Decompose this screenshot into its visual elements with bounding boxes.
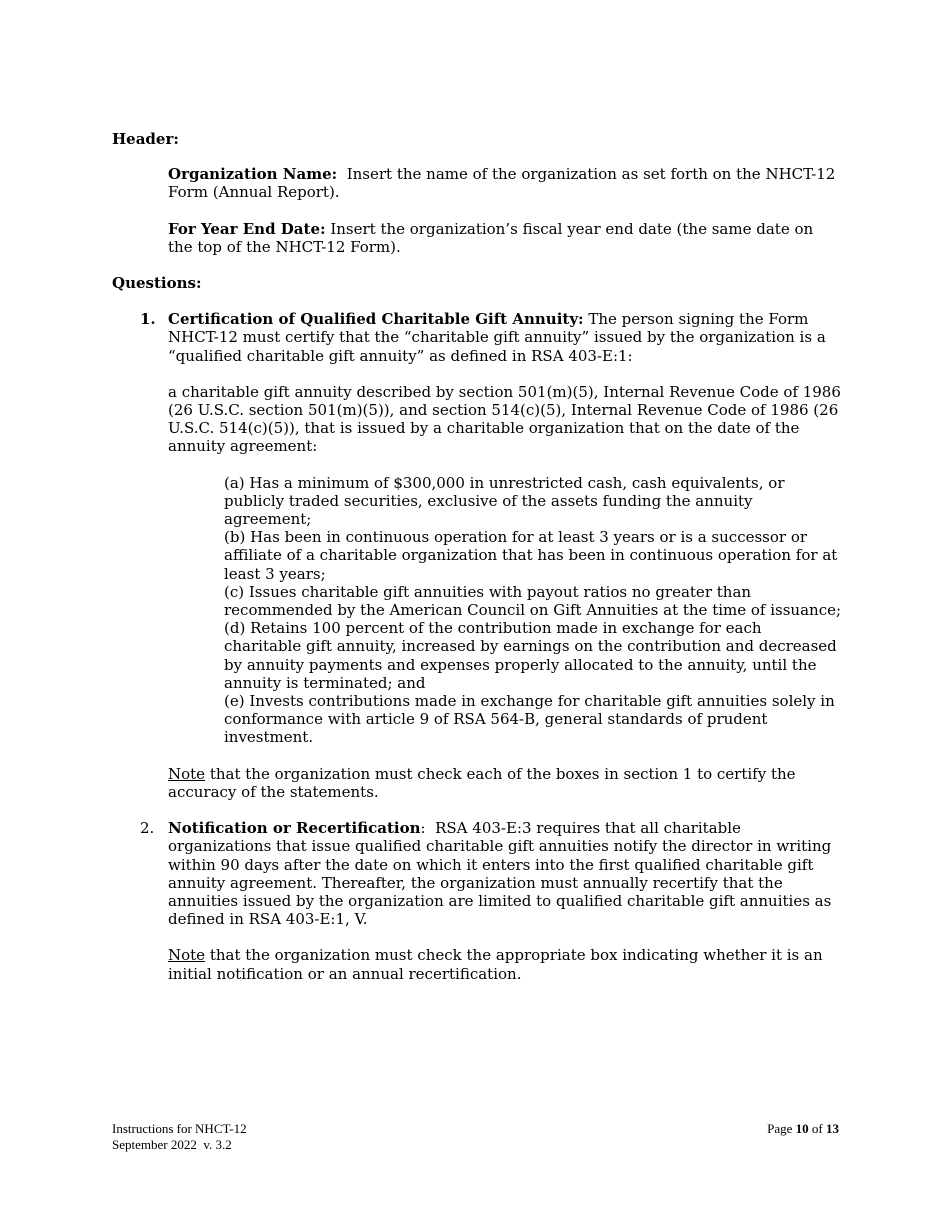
org-name-text: Insert the name of the organization as set forth on the NHCT-12 Form (Annual Report). [168, 165, 841, 202]
criterion-a: (a) Has a minimum of $300,000 in unrestricted cash, cash equivalents, or publicly traded securities, exclusive of the assets funding the annuity agreement; [224, 473, 785, 529]
criterion-c: (c) Issues charitable gift annuities with payout ratios no greater than recommended by the American Council on Gift Annuities at the time of issuance; [224, 582, 842, 620]
page-current: 10 [795, 1121, 809, 1136]
question-2-term: Notification or Recertification [168, 819, 421, 838]
org-name-paragraph [168, 165, 842, 201]
question-1-definition: a charitable gift annuity described by section 501(m)(5), Internal Revenue Code of 1986 (26 U.S.C. section 501(m)(5)), and section 514(c)(5), Internal Revenue Code of 1986 (26 U.S.C. 514(c)(5)), that is issued by a charitable organization that on the date of the annuity agreement: [168, 382, 841, 456]
question-2-number: 2. [140, 819, 155, 838]
questions-section-label: Questions: [112, 274, 202, 293]
question-2-note-word: Note [168, 946, 206, 965]
page-prefix: Page [767, 1121, 796, 1136]
year-end-term: For Year End Date: [168, 219, 326, 238]
criterion-b: (b) Has been in continuous operation for at least 3 years or is a successor or affiliate of a charitable organization that has been in continuous operation for at least 3 years; [224, 528, 838, 583]
question-1-note [168, 765, 842, 801]
question-2-intro [168, 819, 842, 928]
criterion-d: (d) Retains 100 percent of the contribution made in exchange for each charitable gift annuity, increased by earnings on the contribution and decreased by annuity payments and expenses properly allocated to the annuity, until the annuity is terminated; and [224, 619, 837, 692]
question-1-note-text: that the organization must check each of the boxes in section 1 to certify the accuracy of the statements. [168, 764, 796, 801]
year-end-text: Insert the organization’s fiscal year end date (the same date on the top of the NHCT-12 Form). [168, 219, 814, 256]
question-1-intro [168, 310, 842, 365]
page-content [112, 130, 842, 1001]
footer-left [112, 1121, 247, 1153]
year-end-paragraph [168, 220, 842, 256]
page-of: of [808, 1121, 826, 1136]
footer-version: September 2022 v. 3.2 [112, 1137, 232, 1152]
question-2 [140, 819, 842, 983]
criteria-list [224, 474, 842, 747]
header-section-body [168, 165, 842, 256]
footer-doc-title: Instructions for NHCT-12 [112, 1121, 247, 1136]
header-section-label: Header: [112, 130, 179, 148]
question-1 [140, 310, 842, 801]
page-total: 13 [826, 1121, 839, 1136]
criterion-e: (e) Invests contributions made in exchange for charitable gift annuities solely in conformance with article 9 of RSA 564-B, general standards of prudent investment. [224, 692, 835, 747]
question-1-note-word: Note [168, 764, 206, 783]
org-name-term: Organization Name: [168, 165, 338, 184]
question-2-note [168, 946, 842, 982]
question-2-note-text: that the organization must check the appropriate box indicating whether it is an initial notification or an annual recertification. [168, 946, 823, 983]
question-1-number: 1. [140, 310, 156, 329]
question-1-term: Certification of Qualified Charitable Gift Annuity: [168, 310, 584, 329]
page-number [767, 1121, 839, 1137]
question-2-text: : RSA 403-E:3 requires that all charitable organizations that issue qualified charitable gift annuities notify the director in writing within 90 days after the date on which it enters into the first qualified charitable gift annuity agreement. Thereafter, the organization must annually recertify that the annuities issued by the organization are limited to qualified charitable gift annuities as defined in RSA 403-E:1, V. [168, 819, 837, 929]
question-1-text: The person signing the Form NHCT-12 must certify that the “charitable gift annuity” issued by the organization is a “qualified charitable gift annuity” as defined in RSA 403-E:1: [168, 310, 826, 365]
